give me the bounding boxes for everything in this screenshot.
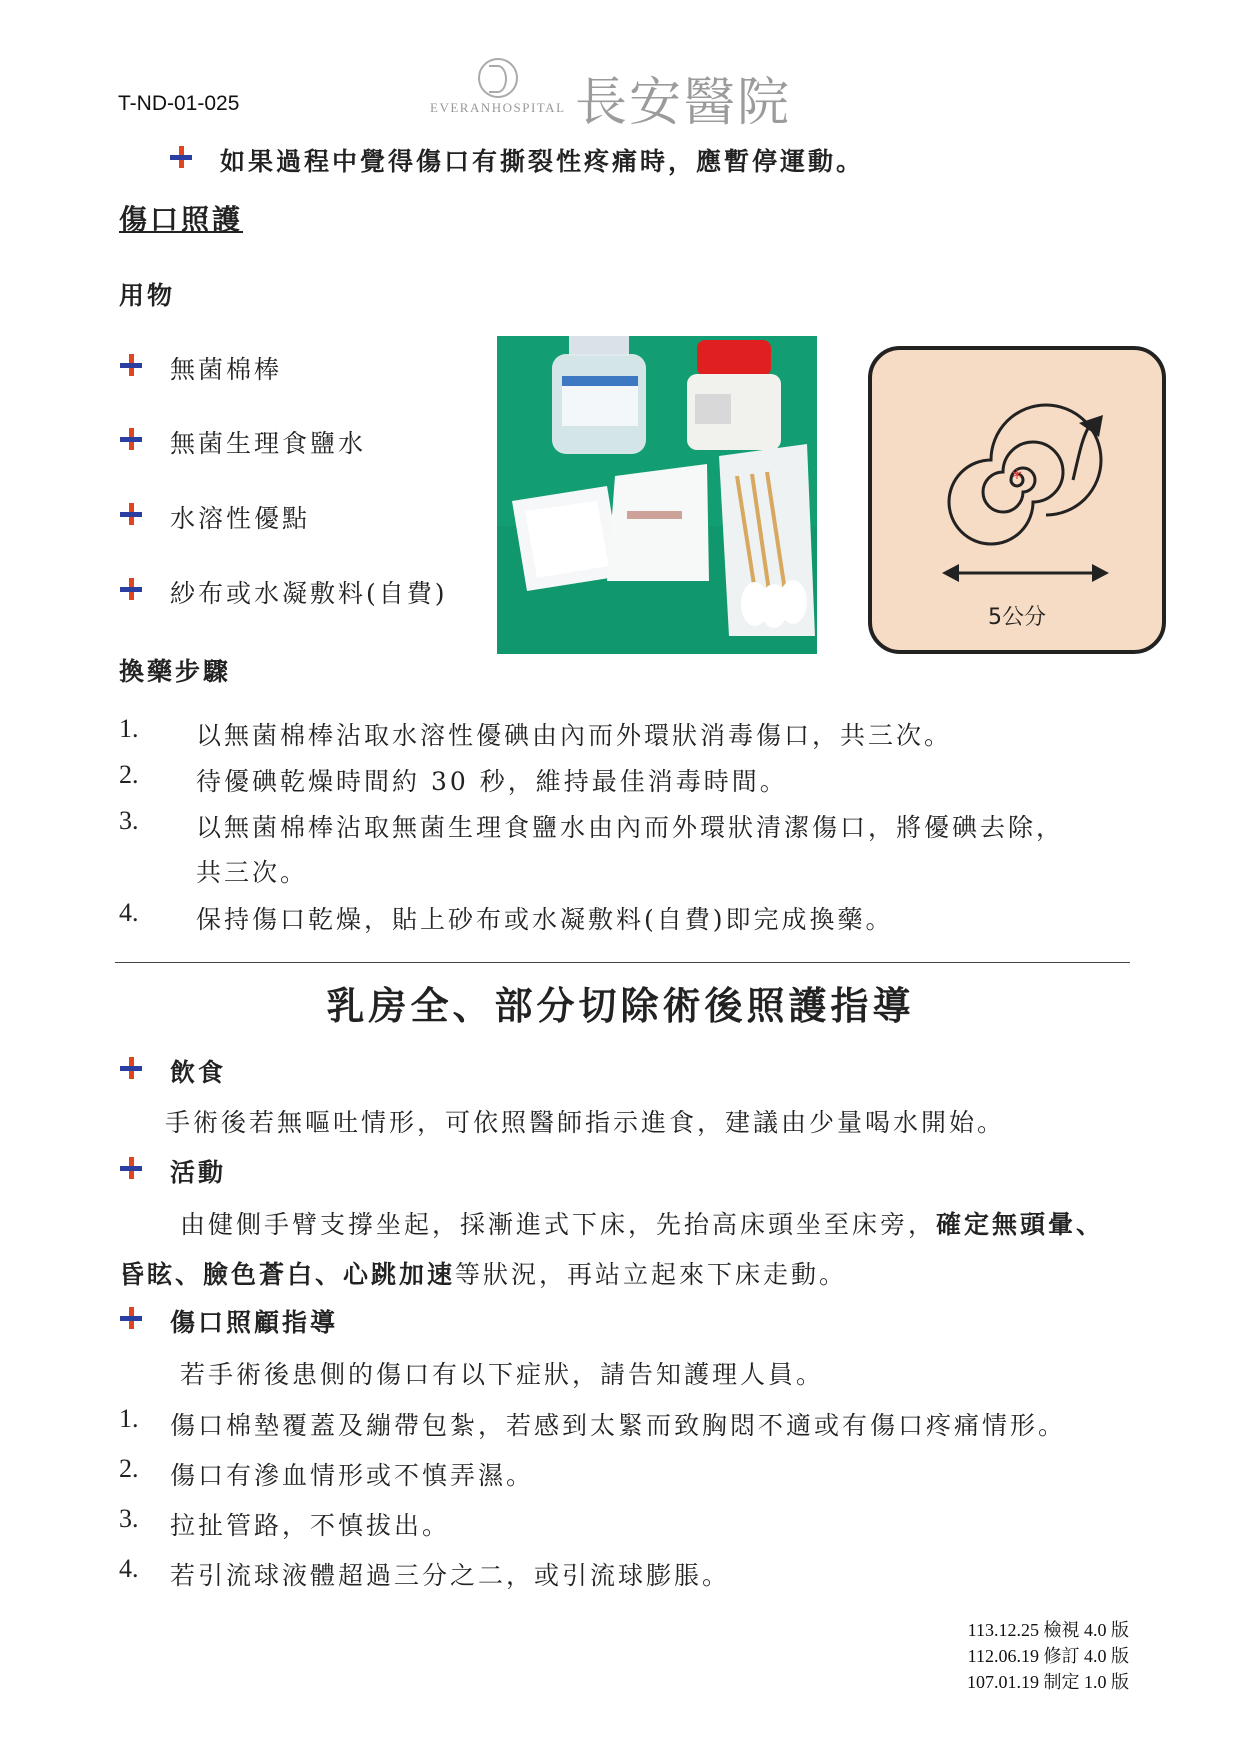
hospital-logo	[430, 58, 830, 133]
activity-text: 等狀況，再站立起來下床走動。	[455, 1260, 848, 1289]
supply-item: 無菌生理食鹽水	[170, 429, 367, 458]
step-number: 3.	[119, 806, 139, 835]
main-title: 乳房全、部分切除術後照護指導	[326, 983, 915, 1028]
bullet-cross-icon	[120, 503, 142, 525]
step-number: 1.	[119, 714, 139, 743]
step-text: 待優碘乾燥時間約 30 秒，維持最佳消毒時間。	[196, 767, 788, 796]
supply-item: 水溶性優點	[170, 504, 311, 533]
revision-history	[967, 1617, 1129, 1695]
bullet-cross-icon	[120, 578, 142, 600]
bullet-cross-icon	[120, 1157, 142, 1179]
guidance-text: 若引流球液體超過三分之二，或引流球膨脹。	[170, 1561, 731, 1590]
revision-line: 112.06.19 修訂 4.0 版	[967, 1646, 1129, 1666]
step-text: 保持傷口乾燥，貼上砂布或水凝敷料(自費)即完成換藥。	[196, 905, 894, 934]
guidance-number: 4.	[119, 1554, 139, 1583]
supply-item: 紗布或水凝敷料(自費)	[170, 579, 448, 608]
bullet-cross-icon	[120, 1057, 142, 1079]
logo-chinese-name: 長安醫院	[575, 73, 792, 133]
steps-label: 換藥步驟	[119, 657, 232, 686]
revision-line: 107.01.19 制定 1.0 版	[967, 1672, 1129, 1692]
supplies-label: 用物	[119, 281, 176, 310]
wound-guidance-heading: 傷口照顧指導	[170, 1308, 339, 1337]
top-note: 如果過程中覺得傷口有撕裂性疼痛時，應暫停運動。	[220, 147, 865, 176]
activity-text: 由健側手臂支撐坐起，採漸進式下床，先抬高床頭坐至床旁，	[180, 1210, 937, 1239]
activity-warning: 確定無頭暈、	[936, 1210, 1105, 1239]
activity-line-2	[119, 1255, 847, 1291]
supply-item: 無菌棉棒	[170, 355, 283, 384]
bullet-cross-icon	[120, 1307, 142, 1329]
supplies-photo	[497, 336, 817, 654]
step-text-continued: 共三次。	[196, 858, 309, 887]
wound-guidance-intro: 若手術後患側的傷口有以下症狀，請告知護理人員。	[180, 1360, 825, 1389]
revision-line: 113.12.25 檢視 4.0 版	[967, 1620, 1129, 1640]
bullet-cross-icon	[120, 354, 142, 376]
guidance-text: 拉扯管路，不慎拔出。	[170, 1511, 451, 1540]
logo-emblem-icon	[478, 58, 518, 98]
step-number: 2.	[119, 760, 139, 789]
guidance-number: 2.	[119, 1454, 139, 1483]
step-text: 以無菌棉棒沾取無菌生理食鹽水由內而外環狀清潔傷口，將優碘去除，	[196, 813, 1065, 842]
svg-text:*: *	[1012, 466, 1022, 490]
bullet-cross-icon	[170, 146, 192, 168]
section-divider	[115, 962, 1130, 963]
wound-care-heading: 傷口照護	[119, 203, 244, 236]
guidance-text: 傷口棉墊覆蓋及繃帶包紮，若感到太緊而致胸悶不適或有傷口疼痛情形。	[170, 1411, 1067, 1440]
document-code: T-ND-01-025	[118, 92, 240, 115]
activity-line-1	[180, 1205, 1104, 1241]
step-text: 以無菌棉棒沾取水溶性優碘由內而外環狀消毒傷口，共三次。	[196, 721, 953, 750]
diet-text: 手術後若無嘔吐情形，可依照醫師指示進食，建議由少量喝水開始。	[165, 1108, 1006, 1137]
step-number: 4.	[119, 898, 139, 927]
diagram-size-label: 5公分	[988, 605, 1046, 630]
activity-heading: 活動	[170, 1158, 227, 1187]
guidance-text: 傷口有滲血情形或不慎弄濕。	[170, 1461, 535, 1490]
guidance-number: 3.	[119, 1504, 139, 1533]
activity-warning: 昏眩、臉色蒼白、心跳加速	[119, 1260, 456, 1289]
logo-english-name: EVERANHOSPITAL	[430, 100, 566, 115]
guidance-number: 1.	[119, 1404, 139, 1433]
diet-heading: 飲食	[170, 1058, 227, 1087]
bullet-cross-icon	[120, 428, 142, 450]
spiral-cleaning-diagram	[867, 345, 1167, 655]
